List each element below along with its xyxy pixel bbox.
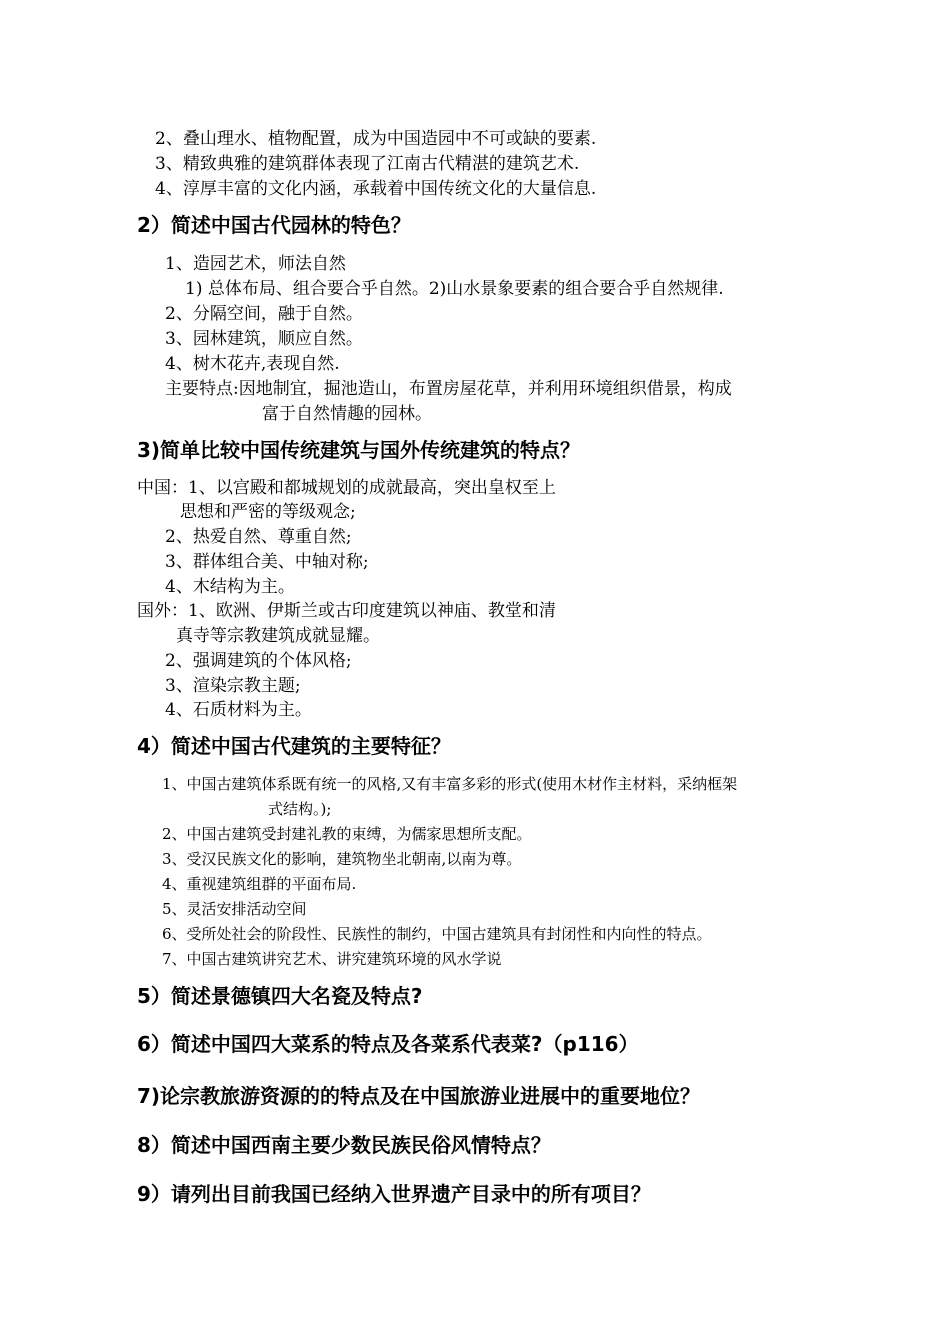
list-item: 中国：1、以宫殿和都城规划的成就最高，突出皇权至上 (137, 478, 556, 498)
list-item: 4、石质材料为主。 (165, 700, 312, 720)
list-item: 1、中国古建筑体系既有统一的风格,又有丰富多彩的形式(使用木材作主材料，采纳框架 (162, 775, 738, 793)
list-item: 4、淳厚丰富的文化内涵，承载着中国传统文化的大量信息. (155, 179, 597, 199)
list-item: 国外：1、欧洲、伊斯兰或古印度建筑以神庙、教堂和清 (137, 601, 556, 621)
list-item: 主要特点:因地制宜，掘池造山，布置房屋花草，并利用环境组织借景，构成 (165, 379, 732, 399)
question-heading-7: 7)论宗教旅游资源的的特点及在中国旅游业进展中的重要地位？ (137, 1084, 701, 1108)
list-item: 2、叠山理水、植物配置，成为中国造园中不可或缺的要素. (155, 129, 597, 149)
list-item: 富于自然情趣的园林。 (262, 404, 432, 424)
list-item: 1、造园艺术，师法自然 (165, 254, 346, 274)
list-item: 3、渲染宗教主题; (165, 676, 301, 696)
list-item: 3、受汉民族文化的影响，建筑物坐北朝南,以南为尊。 (162, 850, 522, 868)
list-item: 3、精致典雅的建筑群体表现了江南古代精湛的建筑艺术. (155, 154, 580, 174)
question-heading-3: 3)简单比较中国传统建筑与国外传统建筑的特点？ (137, 438, 581, 462)
question-heading-4: 4）简述中国古代建筑的主要特征？ (137, 734, 451, 758)
question-heading-6: 6）简述中国四大菜系的特点及各菜系代表菜?（p116） (137, 1032, 639, 1056)
list-item: 真寺等宗教建筑成就显耀。 (176, 626, 380, 646)
list-item: 2、强调建筑的个体风格; (165, 651, 352, 671)
list-item: 2、中国古建筑受封建礼教的束缚，为儒家思想所支配。 (162, 825, 532, 843)
question-heading-5: 5）简述景德镇四大名瓷及特点? (137, 984, 423, 1008)
list-item: 3、群体组合美、中轴对称; (165, 552, 369, 572)
list-item: 5、灵活安排活动空间 (162, 900, 307, 918)
question-heading-9: 9）请列出目前我国已经纳入世界遗产目录中的所有项目？ (137, 1182, 651, 1206)
list-item: 2、分隔空间，融于自然。 (165, 304, 363, 324)
question-heading-2: 2）简述中国古代园林的特色？ (137, 213, 411, 237)
list-item: 3、园林建筑，顺应自然。 (165, 329, 363, 349)
list-item: 4、重视建筑组群的平面布局. (162, 875, 357, 893)
list-item: 4、木结构为主。 (165, 577, 295, 597)
list-item: 式结构。); (268, 800, 332, 818)
list-item: 6、受所处社会的阶段性、民族性的制约，中国古建筑具有封闭性和内向性的特点。 (162, 925, 712, 943)
list-item: 7、中国古建筑讲究艺术、讲究建筑环境的风水学说 (162, 950, 502, 968)
list-item: 2、热爱自然、尊重自然; (165, 527, 352, 547)
list-item: 1) 总体布局、组合要合乎自然。2)山水景象要素的组合要合乎自然规律. (185, 279, 724, 299)
list-item: 4、树木花卉,表现自然. (165, 354, 340, 374)
question-heading-8: 8）简述中国西南主要少数民族民俗风情特点？ (137, 1133, 551, 1157)
list-item: 思想和严密的等级观念; (180, 502, 356, 522)
